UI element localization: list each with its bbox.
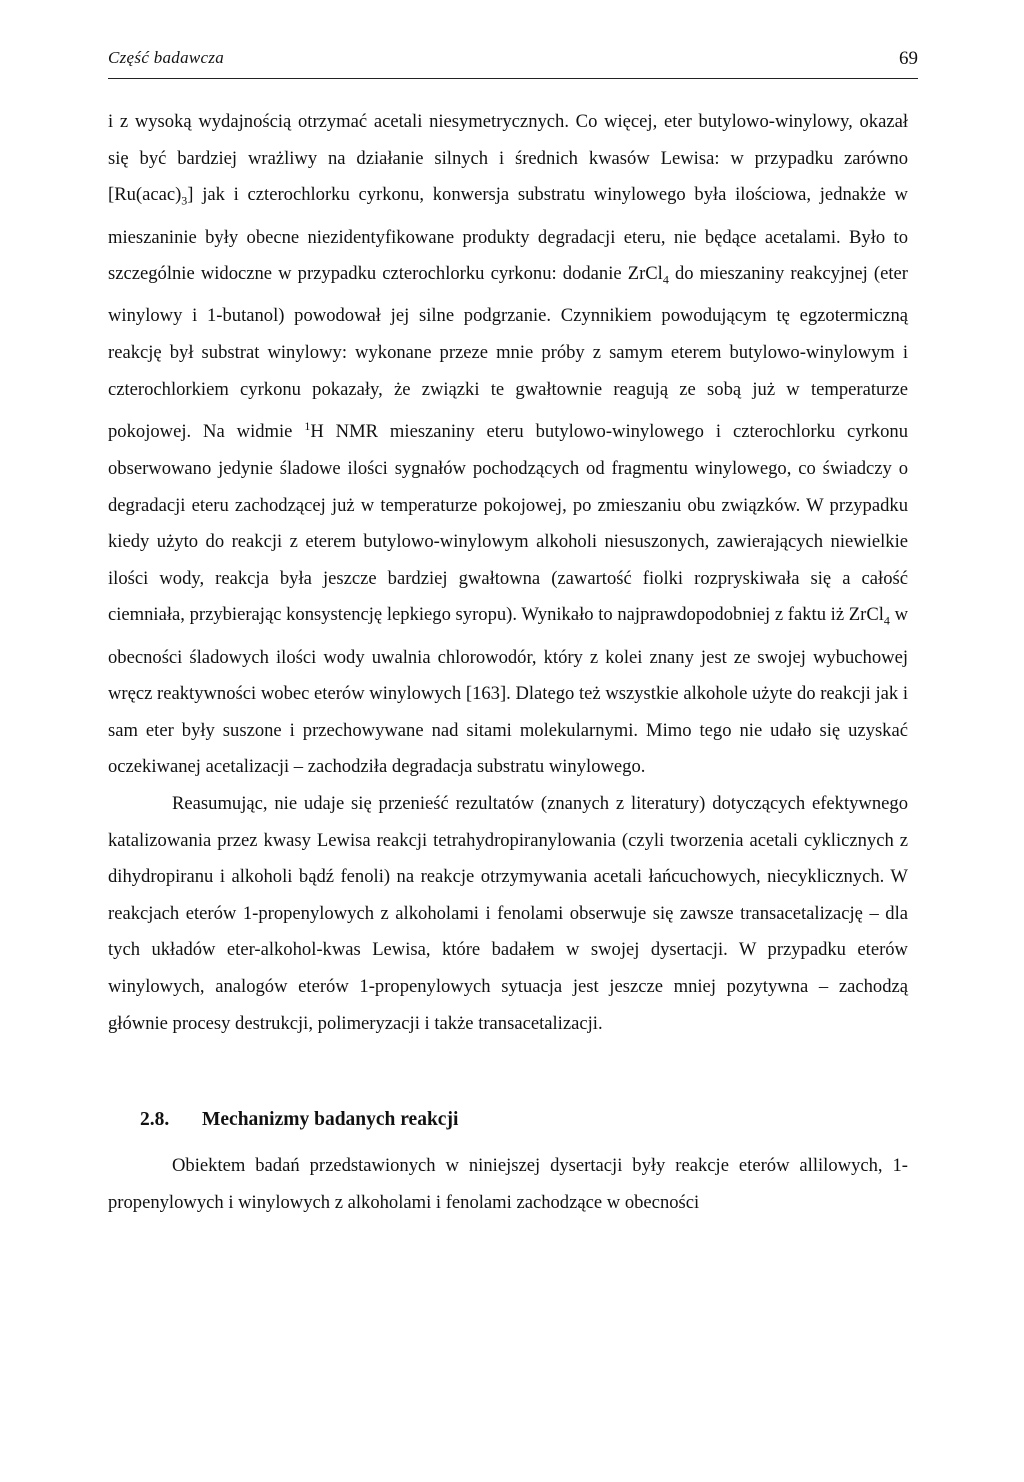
- body-text: [108, 104, 908, 1221]
- p1-text-1: i z wysoką wydajnością otrzymać acetali niesymetrycznych. Co więcej, eter butylowo-winylowy, okazał się być bardziej wrażliwy na działanie silnych i średnich kwasów Lewisa: w przypadku zarówno [Ru(acac): [108, 111, 908, 206]
- paragraph-2: Reasumując, nie udaje się przenieść rezultatów (znanych z literatury) dotyczących efektywnego katalizowania przez kwasy Lewisa reakcji tetrahydropiranylowania (czyli tworzenia acetali cyklicznych z dihydropiranu i alkoholi bądź fenoli) na reakcje otrzymywania acetali łańcuchowych, niecyklicznych. W reakcjach eterów 1-propenylowych z alkoholami i fenolami obserwuje się zawsze transacetalizację – dla tych układów eter-alkohol-kwas Lewisa, które badałem w swojej dysertacji. W przypadku eterów winylowych, analogów eterów 1-propenylowych sytuacja jest jeszcze mniej pozytywna – zachodzą głównie procesy destrukcji, polimeryzacji i także transacetalizacji.: [108, 793, 908, 1034]
- page-number: 69: [899, 48, 918, 69]
- section-heading: [108, 1102, 908, 1138]
- p1-sub-3: 4: [883, 614, 890, 629]
- p1-text-5: w obecności śladowych ilości wody uwalnia chlorowodór, który z kolei znany jest ze swojej wybuchowej wręcz reaktywności wobec eterów winylowych [163]. Dlatego też wszystkie alkohole użyte do reakcji jak i sam eter były suszone i przechowywane nad sitami molekularnymi. Mimo tego nie udało się uzyskać oczekiwanej acetalizacji – zachodziła degradacja substratu winylowego.: [108, 604, 908, 778]
- section-number: 2.8.: [140, 1109, 170, 1131]
- p1-sub-2: 4: [662, 272, 669, 287]
- paragraph-1: [108, 104, 908, 786]
- p1-sub-1: 3: [181, 193, 188, 208]
- section-title: Mechanizmy badanych reakcji: [202, 1109, 459, 1131]
- running-header-section: Część badawcza: [108, 48, 225, 67]
- p1-text-2: ] jak i czterochlorku cyrkonu, konwersja substratu winylowego była ilościowa, jednakże w mieszaninie były obecne niezidentyfikowane produkty degradacji eteru, nie będące acetalami. Było to szczególnie widoczne w przypadku czterochlorku cyrkonu: dodanie ZrCl: [108, 184, 908, 285]
- p1-text-4: H NMR mieszaniny eteru butylowo-winylowego i czterochlorku cyrkonu obserwowano jedynie śladowe ilości sygnałów pochodzących od fragmentu winylowego, co świadczy o degradacji eteru zachodzącej już w temperaturze pokojowej, po zmieszaniu obu związków. W przypadku kiedy użyto do reakcji z eterem butylowo-winylowym alkoholi niesuszonych, zawierających niewielkie ilości wody, reakcja była jeszcze bardziej gwałtowna (zawartość fiolki rozpryskiwała się a całość ciemniała, przybierając konsystencję lepkiego syropu). Wynikało to najprawdopodobniej z faktu iż ZrCl: [108, 421, 908, 626]
- paragraph-3: Obiektem badań przedstawionych w niniejszej dysertacji były reakcje eterów allilowych, 1-propenylowych i winylowych z alkoholami i fenolami zachodzące w obecności: [108, 1155, 908, 1213]
- p1-sup-1: 1: [304, 419, 311, 434]
- p1-text-3: do mieszaniny reakcyjnej (eter winylowy i 1-butanol) powodował jej silne podgrzanie. Czynnikiem powodującym tę egzotermiczną reakcję był substrat winylowy: wykonane przeze mnie próby z samym eterem butylowo-winylowym i czterochlorkiem cyrkonu pokazały, że związki te gwałtownie reagują ze sobą już w temperaturze pokojowej. Na widmie: [108, 263, 908, 443]
- running-header: [108, 48, 918, 79]
